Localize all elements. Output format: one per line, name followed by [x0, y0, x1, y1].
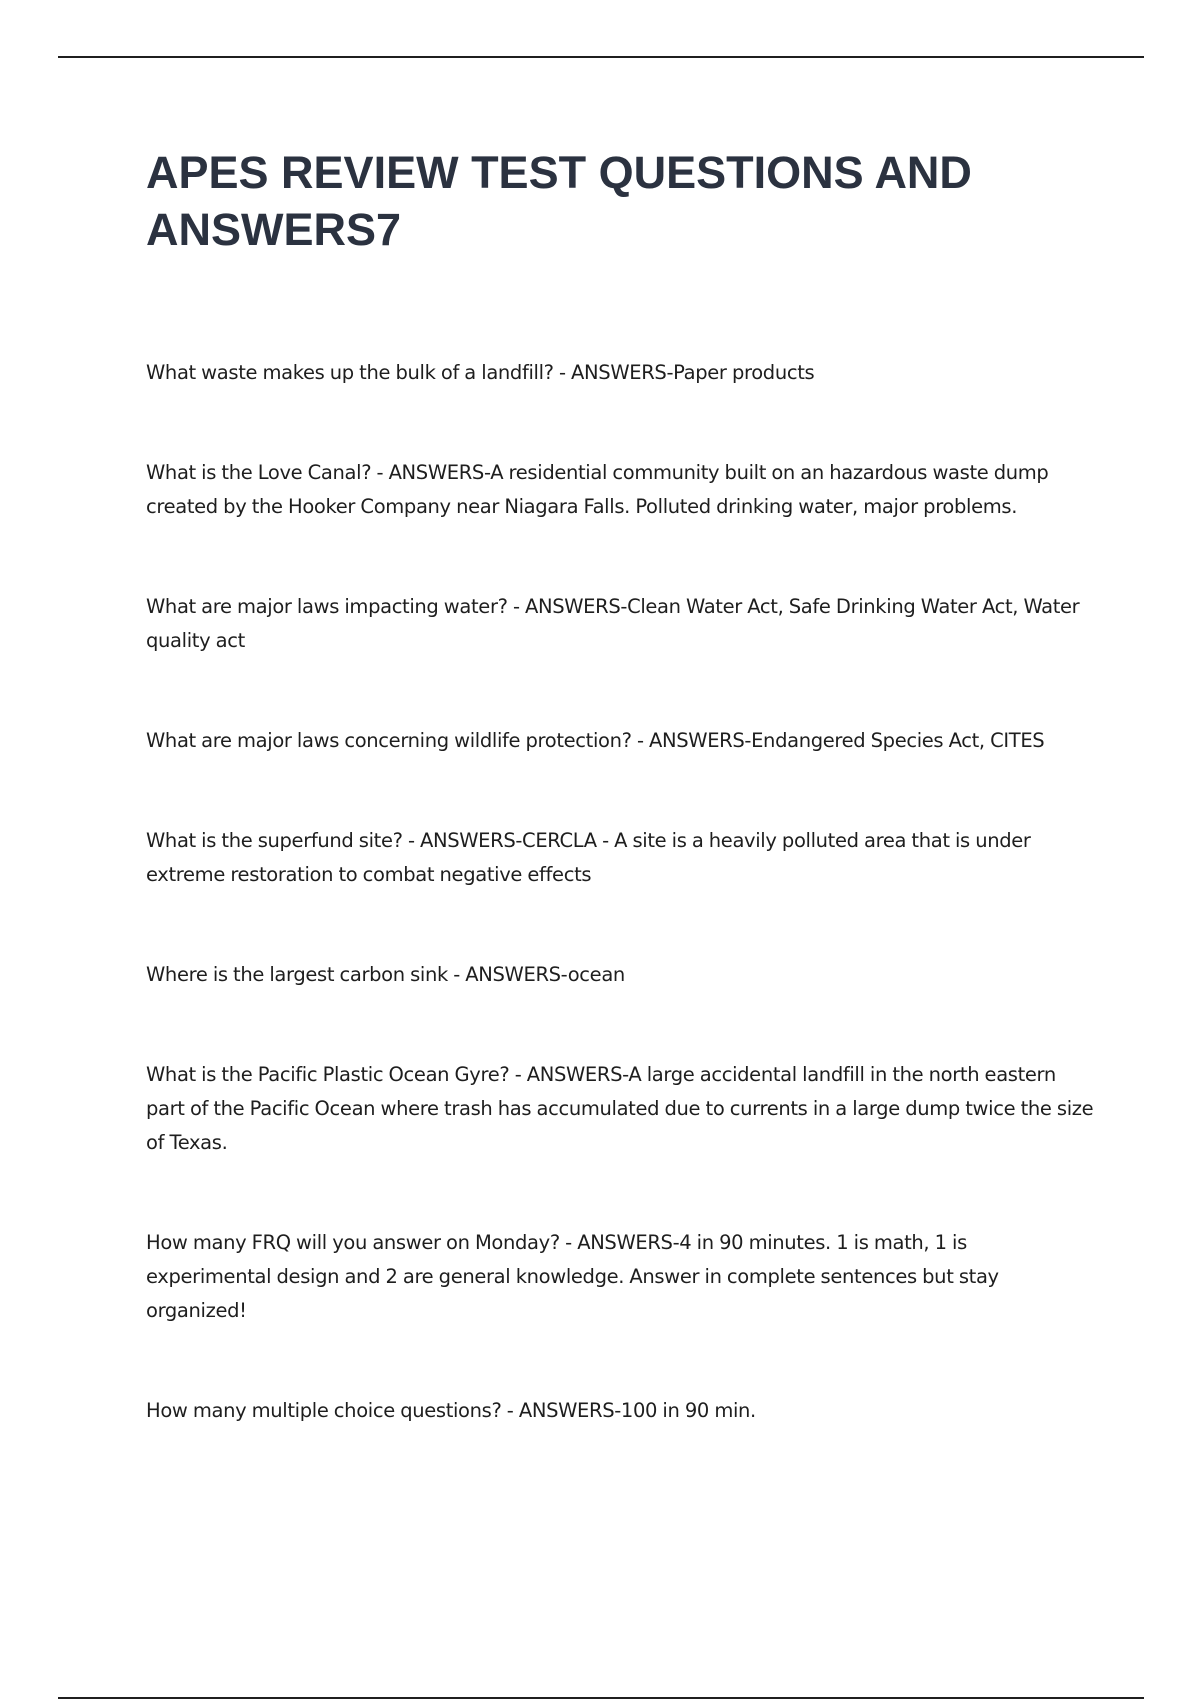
- document-title: APES REVIEW TEST QUESTIONS AND ANSWERS7: [146, 147, 972, 255]
- qa-list: [146, 356, 1096, 1494]
- qa-item: How many multiple choice questions? - ANSWERS-100 in 90 min.: [146, 1399, 756, 1422]
- qa-item: What is the superfund site? - ANSWERS-CERCLA - A site is a heavily polluted area that is under extreme restoration to combat negative effects: [146, 829, 1031, 886]
- qa-item: How many FRQ will you answer on Monday? - ANSWERS-4 in 90 minutes. 1 is math, 1 is experimental design and 2 are general knowledge. Answer in complete sentences but stay organized!: [146, 1231, 999, 1322]
- qa-item: What waste makes up the bulk of a landfill? - ANSWERS-Paper products: [146, 361, 815, 384]
- qa-item: What is the Pacific Plastic Ocean Gyre? - ANSWERS-A large accidental landfill in the north eastern part of the Pacific Ocean where trash has accumulated due to currents in a large dump twice the size of Texas.: [146, 1063, 1094, 1154]
- qa-item: What are major laws concerning wildlife protection? - ANSWERS-Endangered Species Act, CITES: [146, 729, 1045, 752]
- bottom-divider: [58, 1697, 1144, 1699]
- top-divider: [58, 56, 1144, 58]
- qa-item: What is the Love Canal? - ANSWERS-A residential community built on an hazardous waste dump created by the Hooker Company near Niagara Falls. Polluted drinking water, major problems.: [146, 461, 1049, 518]
- qa-item: Where is the largest carbon sink - ANSWERS-ocean: [146, 963, 625, 986]
- qa-item: What are major laws impacting water? - ANSWERS-Clean Water Act, Safe Drinking Water Act, Water quality act: [146, 595, 1080, 652]
